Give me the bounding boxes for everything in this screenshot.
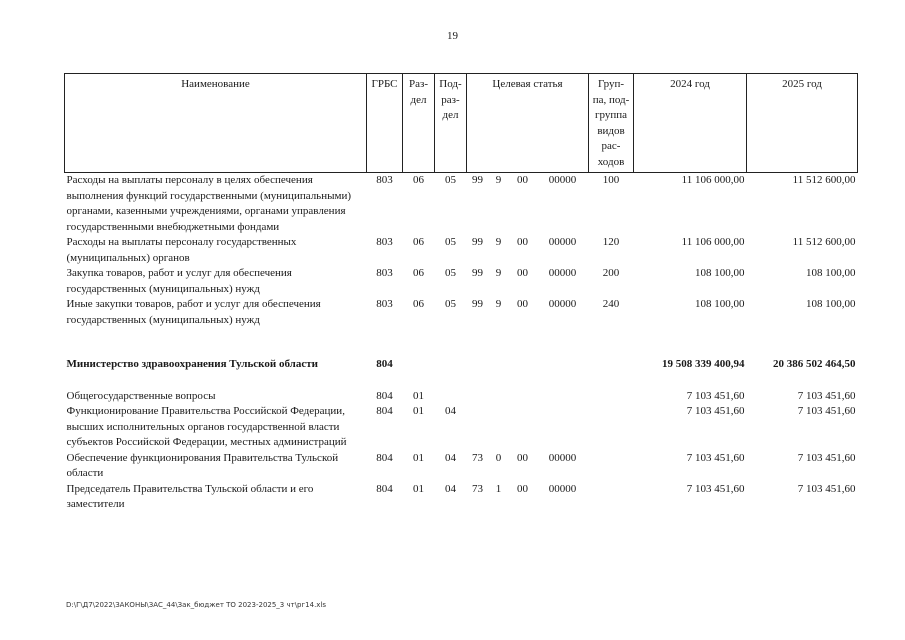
row-2024: 7 103 451,60 [686,389,745,402]
row-target-3: 00 [517,482,528,495]
table-row [65,389,858,405]
row-razdel: 01 [413,451,424,464]
row-target-1: 99 [472,298,483,310]
col-header-razdel: Раз- дел [403,74,435,173]
footer-file-path: D:\Г\Д7\2022\ЗАКОНЫ\ЗАС_44\Зак_бюджет ТО 2023-2025_3 чт\рг14.xls [66,601,327,609]
row-razdel: 01 [413,389,424,402]
row-razdel [403,351,435,373]
row-target-3 [509,404,537,451]
row-grbs: 803 [376,298,393,310]
spacer-row [65,328,858,351]
row-target-1 [467,404,489,451]
row-target-4: 00000 [548,267,577,279]
row-podrazdel: 04 [445,405,456,417]
row-target-4: 00000 [548,174,577,186]
row-grbs: 804 [376,358,393,370]
table-row [65,451,858,482]
row-target-2: 0 [495,451,502,464]
row-target-2: 9 [495,236,502,248]
row-group [589,351,634,373]
row-2025: 20 386 502 464,50 [773,358,856,370]
row-target-1: 99 [472,236,483,248]
row-target-2: 9 [495,298,502,310]
row-name: Обеспечение функционирования Правительства Тульской области [66,451,339,479]
row-target-4: 00000 [548,451,577,464]
row-target-3 [509,389,537,405]
row-podrazdel: 05 [445,236,456,248]
row-grbs: 803 [376,174,393,186]
page-number: 19 [447,30,458,42]
row-2025: 7 103 451,60 [797,451,856,464]
row-2024: 7 103 451,60 [686,451,745,464]
row-target-3: 00 [517,267,528,279]
row-target-1 [467,389,489,405]
row-group: 100 [602,174,620,186]
row-name: Функционирование Правительства Российской Федерации, высших исполнительных органов государственной власти субъектов Российской Федерации, местных администраций [66,405,347,448]
row-name: Расходы на выплаты персоналу в целях обеспечения выполнения функций государственными (муниципальными) органами, казенными учреждениями, органами управления государственными внебюджетными фондами [66,174,351,233]
row-razdel: 06 [413,298,424,310]
row-target-2 [489,404,509,451]
row-target-1: 99 [472,174,483,186]
row-group: 120 [602,236,620,248]
row-target-2: 1 [495,482,502,495]
row-2025: 11 512 600,00 [792,236,856,248]
row-target-4 [537,351,589,373]
table-row [65,235,858,266]
row-name: Председатель Правительства Тульской области и его заместители [66,482,314,510]
row-2024: 108 100,00 [695,267,745,279]
row-name: Общегосударственные вопросы [66,389,216,402]
row-razdel: 06 [413,267,424,279]
table-row [65,404,858,451]
row-group [589,404,634,451]
row-2024: 7 103 451,60 [686,405,745,417]
table-row-ministry [65,351,858,373]
row-2024: 108 100,00 [695,298,745,310]
row-name: Иные закупки товаров, работ и услуг для обеспечения государственных (муниципальных) нужд [66,298,321,326]
table-row [65,482,858,513]
row-podrazdel [435,389,467,405]
row-target-3: 00 [517,451,528,464]
table-row [65,173,858,236]
row-target-1: 73 [472,482,483,495]
row-target-3 [509,351,537,373]
col-header-podrazdel: Под- раз- дел [435,74,467,173]
row-2025: 11 512 600,00 [792,174,856,186]
row-target-1 [467,351,489,373]
row-razdel: 06 [413,174,424,186]
row-name: Закупка товаров, работ и услуг для обеспечения государственных (муниципальных) нужд [66,267,292,295]
row-group [589,482,634,513]
row-grbs: 804 [376,482,393,495]
table-header [65,74,858,173]
row-group [589,389,634,405]
row-target-4: 00000 [548,298,577,310]
row-target-4 [537,404,589,451]
row-2024: 11 106 000,00 [681,236,745,248]
row-grbs: 804 [376,389,393,402]
row-group [589,451,634,482]
col-header-name: Наименование [65,74,367,173]
row-podrazdel: 04 [445,451,456,464]
row-target-2: 9 [495,174,502,186]
row-podrazdel: 05 [445,174,456,186]
row-name: Расходы на выплаты персоналу государственных (муниципальных) органов [66,236,297,264]
row-target-3: 00 [517,174,528,186]
row-target-2 [489,389,509,405]
row-2024: 11 106 000,00 [681,174,745,186]
row-2025: 108 100,00 [806,298,856,310]
budget-table [64,73,858,513]
row-target-3: 00 [517,298,528,310]
row-razdel: 01 [413,482,424,495]
row-target-4: 00000 [548,482,577,495]
col-header-2024: 2024 год [634,74,747,173]
row-target-3: 00 [517,236,528,248]
col-header-2025: 2025 год [747,74,858,173]
row-target-1: 73 [472,451,483,464]
row-group: 200 [602,267,620,279]
row-name: Министерство здравоохранения Тульской области [66,358,318,370]
table-row [65,266,858,297]
row-2024: 7 103 451,60 [686,482,745,495]
row-podrazdel [435,351,467,373]
col-header-group: Груп- па, под- группа видов рас- ходов [589,74,634,173]
row-target-4 [537,389,589,405]
row-2025: 7 103 451,60 [797,389,856,402]
row-group: 240 [602,298,620,310]
row-grbs: 804 [376,451,393,464]
row-razdel: 06 [413,236,424,248]
col-header-grbs: ГРБС [367,74,403,173]
table-row [65,297,858,328]
row-podrazdel: 04 [445,482,456,495]
row-podrazdel: 05 [445,298,456,310]
row-razdel: 01 [413,405,424,417]
row-grbs: 804 [376,405,393,417]
row-target-2 [489,351,509,373]
col-header-target: Целевая статья [467,74,589,173]
row-grbs: 803 [376,267,393,279]
row-target-4: 00000 [548,236,577,248]
row-target-2: 9 [495,267,502,279]
row-target-1: 99 [472,267,483,279]
row-podrazdel: 05 [445,267,456,279]
row-2025: 7 103 451,60 [797,482,856,495]
row-2025: 108 100,00 [806,267,856,279]
row-2024: 19 508 339 400,94 [662,358,745,370]
spacer-row [65,373,858,389]
row-grbs: 803 [376,236,393,248]
row-2025: 7 103 451,60 [797,405,856,417]
